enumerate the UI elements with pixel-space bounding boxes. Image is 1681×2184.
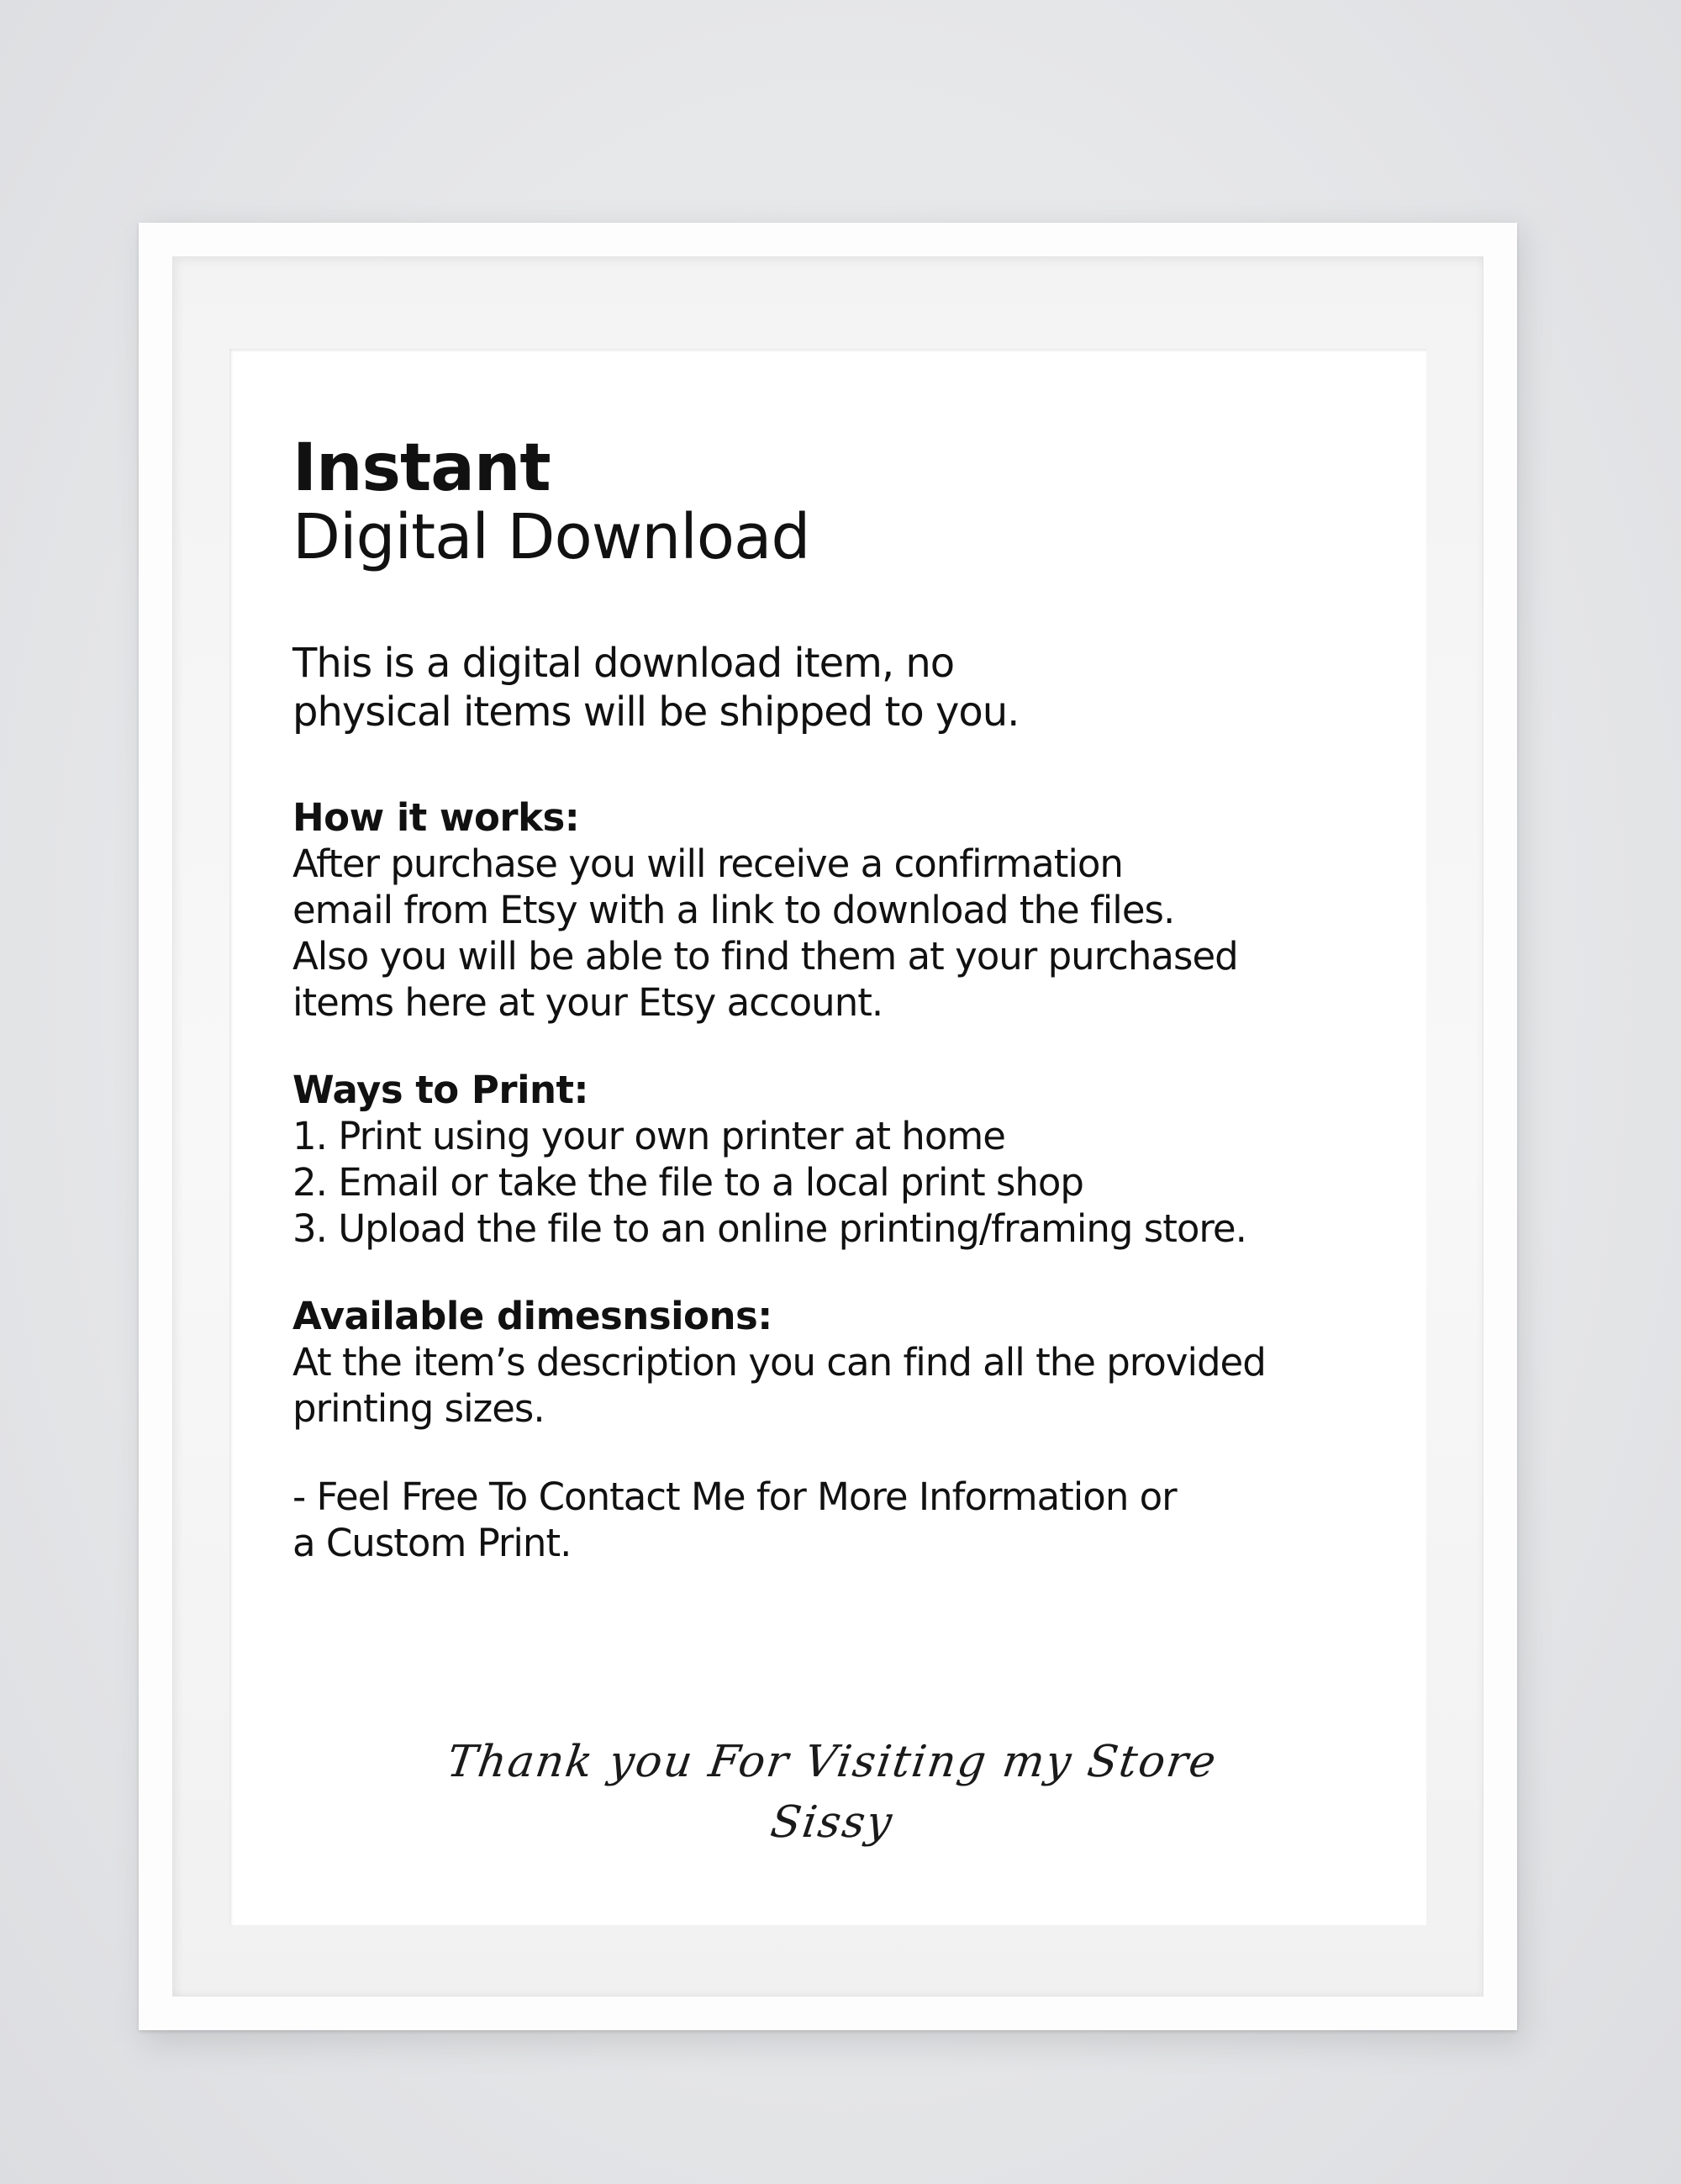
picture-frame <box>139 223 1517 2030</box>
signature-block <box>221 1732 1435 1853</box>
body-line: items here at your Etsy account. <box>292 980 883 1026</box>
contact-line: a Custom Print. <box>292 1521 572 1566</box>
print-mat <box>229 349 1426 1925</box>
page-subtitle: Digital Download <box>292 500 810 573</box>
list-item: 3. Upload the file to an online printing/framing store. <box>292 1206 1246 1252</box>
page-title: Instant <box>292 430 551 506</box>
signature-name: Sissy <box>767 1797 897 1848</box>
list-item: 2. Email or take the file to a local print shop <box>292 1160 1084 1205</box>
section-body <box>292 1113 1426 1252</box>
printed-page <box>229 349 1426 1925</box>
intro-text <box>292 639 1426 736</box>
section-body <box>292 841 1426 1026</box>
section-available-dimensions <box>292 1294 1426 1432</box>
intro-line: physical items will be shipped to you. <box>292 688 1020 736</box>
list-item: 1. Print using your own printer at home <box>292 1114 1005 1159</box>
body-line: email from Etsy with a link to download the files. <box>292 888 1175 933</box>
section-body <box>292 1339 1426 1432</box>
body-line: printing sizes. <box>292 1386 545 1432</box>
section-heading: Ways to Print: <box>292 1068 589 1113</box>
thank-you-line: Thank you For Visiting my Store <box>444 1737 1220 1787</box>
section-heading: Available dimesnsions: <box>292 1294 772 1339</box>
contact-line: - Feel Free To Contact Me for More Information or <box>292 1474 1177 1520</box>
section-heading: How it works: <box>292 795 580 841</box>
section-ways-to-print <box>292 1068 1426 1252</box>
body-line: Also you will be able to find them at your purchased <box>292 934 1238 979</box>
body-line: At the item’s description you can find all the provided <box>292 1340 1266 1385</box>
contact-note <box>292 1474 1426 1566</box>
section-how-it-works <box>292 795 1426 1026</box>
intro-line: This is a digital download item, no <box>292 640 955 688</box>
body-line: After purchase you will receive a confirmation <box>292 841 1123 887</box>
